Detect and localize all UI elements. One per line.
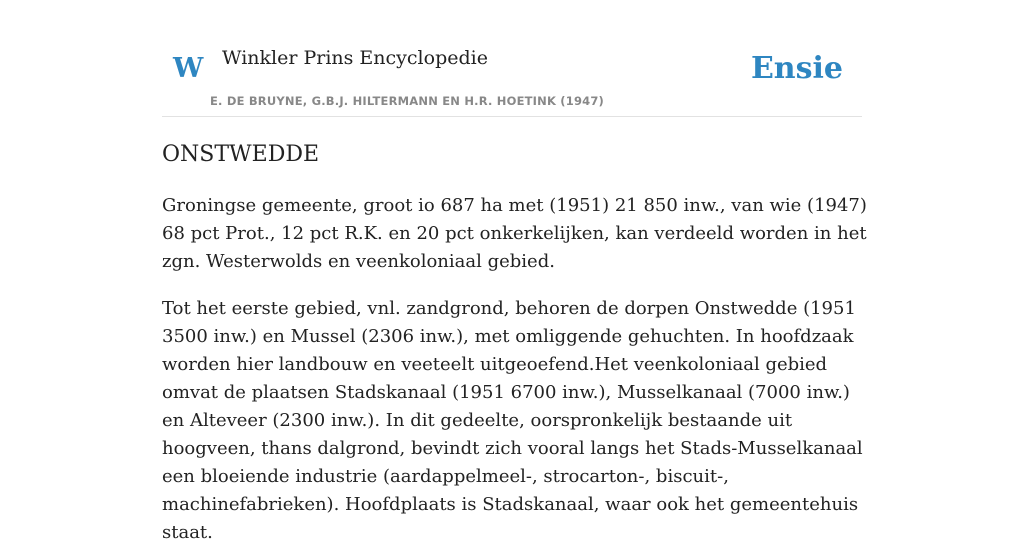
winkler-prins-logo[interactable]: W bbox=[173, 53, 204, 84]
article-content bbox=[162, 140, 874, 547]
site-header bbox=[162, 0, 862, 117]
article-paragraph-1: Groningse gemeente, groot io 687 ha met (1951) 21 850 inw., van wie (1947) 68 pct Prot., 12 pct R.K. en 20 pct onkerkelijken, kan verdeeld worden in het zgn. Westerwolds en veenkoloniaal gebied. bbox=[162, 195, 867, 272]
publication-authors: E. DE BRUYNE, G.B.J. HILTERMANN EN H.R. HOETINK (1947) bbox=[210, 94, 605, 108]
publication-title[interactable]: Winkler Prins Encyclopedie bbox=[222, 47, 488, 69]
article-title: ONSTWEDDE bbox=[162, 142, 320, 167]
ensie-logo[interactable]: Ensie bbox=[750, 51, 843, 86]
article-paragraph-2: Tot het eerste gebied, vnl. zandgrond, behoren de dorpen Onstwedde (1951 3500 inw.) en Mussel (2306 inw.), met omliggende gehuchten. In hoofdzaak worden hier landbouw en veeteelt uitgeoefend.Het veenkoloniaal gebied omvat de plaatsen Stadskanaal (1951 6700 inw.), Musselkanaal (7000 inw.) en Alteveer (2300 inw.). In dit gedeelte, oorspronkelijk bestaande uit hoogveen, thans dalgrond, bevindt zich vooral langs het Stads-Musselkanaal een bloeiende industrie (aardappelmeel-, strocarton-, biscuit-, machinefabrieken). Hoofdplaats is Stadskanaal, waar ook het gemeentehuis staat. bbox=[162, 298, 863, 543]
